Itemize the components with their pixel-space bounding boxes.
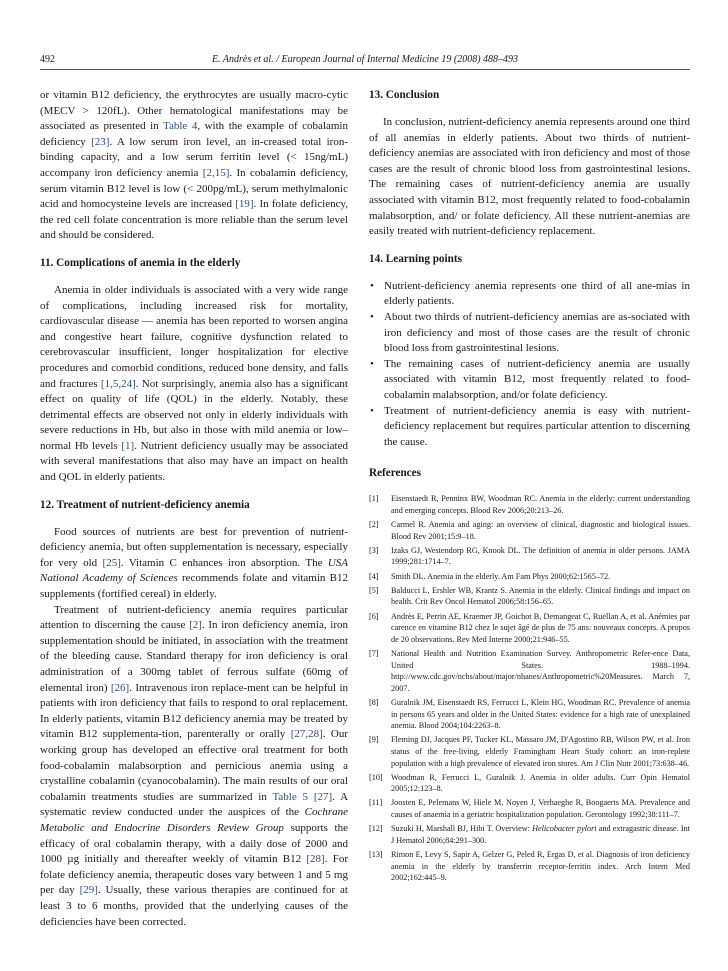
section-13-heading: 13. Conclusion bbox=[369, 89, 440, 101]
citation-link[interactable]: [27,28] bbox=[290, 728, 323, 741]
paragraph-lab-findings: or vitamin B12 deficiency, the erythrocytes are usually macro-cytic (MECV > 120fL). Other hematological manifestations may be associated as presented in Table 4, with the example of cobalamin deficiency [23]. A low serum iron level, an in-creased total iron-binding capacity, and a low serum ferritin level (< 15ng/mL) accompany iron deficiency anemia [2,15]. In cobalamin deficiency, serum vitamin B12 level is low (< 200pg/mL), serum methylmalonic acid and homocysteine levels are increased [19]. In folate deficiency, the red cell folate concentration is more reliable than the serum level and should be considered. bbox=[40, 89, 348, 242]
bullet-icon: • bbox=[370, 357, 374, 370]
reference-item: [8] Guralnik JM, Eisenstaedt RS, Ferrucci L, Klein HG, Woodman RC. Prevalence of anemia in persons 65 years and older in the United States: evidence for a high rate of unexplained anemia. Blood 2004;104:2263–8. bbox=[369, 697, 690, 731]
list-item: • Nutrient-deficiency anemia represents one third of all ane-mias in elderly patients. bbox=[370, 279, 690, 308]
citation-link[interactable]: [26] bbox=[110, 681, 130, 694]
reference-item: [6] Andrès E, Perrin AE, Kraemer JP, Goichot B, Demangeat C, Ruellan A, et al. Anémies par carence en vitamine B12 chez le sujet âgé de plus de 75 ans: nouveaux concepts. A propos de 20 observations. Rev Med Interne 2000;21:946–55. bbox=[369, 611, 690, 644]
citation-link[interactable]: [2,15] bbox=[202, 166, 230, 179]
citation-link[interactable]: [25] bbox=[102, 556, 121, 569]
paragraph-prevention: Food sources of nutrients are best for prevention of nutrient-deficiency anemia, but often supplementation is necessary, especially for very old [25]. Vitamin C enhances iron absorption. The USA National Academy of Sciences recommends folate and vitamin B12 supplements (fortified cereal) in elderly. bbox=[40, 525, 348, 601]
reference-item: [7] National Health and Nutrition Examination Survey. Anthropometric Refer-ence Data, United States. 1988–1994. http://www.cdc.gov/nchs/about/major/nhanes/Anthropometric%20Measures. March 7, 2007. bbox=[369, 648, 690, 693]
list-item: • The remaining cases of nutrient-deficiency anemia are usually associated with vitamin B12, most frequently related to food-cobalamin malabsorption, and/or folate deficiency. bbox=[370, 357, 690, 401]
section-12-heading: 12. Treatment of nutrient-deficiency anemia bbox=[40, 498, 250, 511]
reference-item: [12] Suzuki H, Marshall BJ, Hibi T. Overview: Helicobacter pylori and extragastric disease. Int J Hematol 2006;84:291–300. bbox=[369, 824, 691, 845]
reference-item: [11] Joosten E, Pelemans W, Hiele M, Noyen J, Verhaeghe R, Boogaerts MA. Prevalence and causes of anaemia in a geriatric hospitalization population. Gerontology 1992;38:111–7. bbox=[369, 798, 690, 820]
reference-item: [10] Woodman R, Ferrucci L, Guralnik J. Anemia in older adults. Curr Opin Hematol 2005;12:123–8. bbox=[369, 772, 690, 794]
section-14-heading: 14. Learning points bbox=[369, 252, 462, 265]
citation-link[interactable]: [1,5,24] bbox=[100, 377, 136, 390]
section-11-heading: 11. Complications of anemia in the elderly bbox=[40, 256, 241, 269]
reference-item: [1] Eisenstaedt R, Penninx BW, Woodman RC. Anemia in the elderly: current understanding and emerging concepts. Blood Rev 2006;20:213–26. bbox=[369, 494, 690, 515]
bullet-icon: • bbox=[370, 310, 374, 323]
citation-link[interactable]: [2] bbox=[189, 619, 202, 632]
citation-link[interactable]: [1] bbox=[121, 439, 135, 452]
list-item: • Treatment of nutrient-deficiency anemia is easy with nutrient-deficiency replacement but requires particular attention to discerning the cause. bbox=[370, 404, 690, 448]
table-link[interactable]: Table 4 bbox=[163, 120, 198, 133]
running-header bbox=[40, 54, 690, 68]
references-list bbox=[369, 493, 690, 884]
bullet-icon: • bbox=[370, 404, 374, 417]
references-heading: References bbox=[369, 467, 421, 480]
reference-item: [5] Balducci L, Ershler WB, Krantz S. Anemia in the elderly. Clinical findings and impact on health. Crit Rev Oncol Hematol 2006;58:156–65. bbox=[369, 585, 690, 607]
reference-item: [3] Izaks GJ, Westendorp RG, Knook DL. The definition of anemia in older persons. JAMA 1999;281:1714–7. bbox=[369, 545, 690, 567]
reference-item: [13] Rimon E, Levy S, Sapir A, Gelzer G, Peled R, Ergas D, et al. Diagnosis of iron deficiency anemia in the elderly by transferrin receptor-ferritin index. Arch Intern Med 2002;162:445–9. bbox=[369, 850, 690, 883]
citation-link[interactable]: [23] bbox=[91, 135, 110, 148]
page-number: 492 bbox=[40, 54, 55, 65]
reference-item: [4] Smith DL. Anemia in the elderly. Am Fam Phys 2000;62:1565–72. bbox=[369, 571, 611, 581]
header-rule bbox=[40, 69, 690, 70]
table-link[interactable]: Table 5 bbox=[272, 790, 309, 803]
citation-link[interactable]: [19] bbox=[235, 198, 254, 211]
citation-link[interactable]: [27] bbox=[313, 790, 333, 803]
bullet-icon: • bbox=[370, 279, 374, 292]
reference-item: [9] Fleming DJ, Jacques PF, Tucker KL, Massaro JM, D'Agostino RB, Wilson PW, et al. Iron status of the free-living, elderly Framingham Heart Study cohort: an iron-replete population with a high prevalence of elevated iron stores. Am J Clin Nutr 2001;73:638–46. bbox=[369, 735, 690, 768]
reference-item: [2] Carmel R. Anemia and aging: an overview of clinical, diagnostic and biological issues. Blood Rev 2001;15:9–18. bbox=[369, 520, 690, 541]
citation-link[interactable]: [28] bbox=[306, 853, 325, 866]
learning-points-list bbox=[369, 279, 690, 451]
left-column bbox=[40, 88, 348, 930]
paragraph-conclusion: In conclusion, nutrient-deficiency anemia represents around one third of all anemias in elderly patients. About two thirds of nutrient-deficiency anemias are associated with iron deficiency and most of those cases are the result of chronic blood loss from gastrointestinal lesions. The remaining cases of nutrient-deficiency anemia are usually associated with vitamin B12, most frequently related to food-cobalamin malabsorption, and/ or folate deficiency. All these nutrient-anemias are easily treated with nutrient-deficiency replacement. bbox=[369, 116, 690, 238]
list-item: • About two thirds of nutrient-deficiency anemias are as-sociated with iron deficiency and most of those cases are the result of chronic blood loss from gastrointestinal lesions. bbox=[370, 310, 690, 355]
paragraph-treatment: Treatment of nutrient-deficiency anemia requires particular attention to discerning the cause [2]. In iron deficiency anemia, iron supplementation should be initiated, in association with the treatment of the bleeding cause. Standard therapy for iron deficiency is oral administration of a 300mg tablet of ferrous sulfate (60mg of elemental iron) [26]. Intravenous iron replace-ment can be helpful in patients with iron deficiency that fails to respond to oral replacement. In elderly patients, vitamin B12 deficiency anemia may be treated by vitamin B12 supplementa-tion, parenterally or orally [27,28]. Our working group has developed an effective oral treatment for both food-cobalamin malabsorption and pernicious anemia using a crystalline cobalamin (cyanocobalamin). The main results of our oral cobalamin treatments studies are summarized in Table 5 [27]. A systematic review conducted under the auspices of the Cochrane Metabolic and Endocrine Disorders Review Group supports the efficacy of oral cobalamin therapy, with a daily dose of 2000 and 1000 µg initially and thereafter weekly of vitamin B12 [28]. For folate deficiency anemia, therapeutic doses vary between 1 and 5 mg per day [29]. Usually, these various therapies are continued for at least 3 to 6 months, provided that the underlying causes of the deficiencies have been corrected. bbox=[40, 603, 349, 928]
citation-link[interactable]: [29] bbox=[79, 884, 98, 897]
paragraph-complications: Anemia in older individuals is associated with a very wide range of complications, including increased risk for mortality, cardiovascular disease — anemia has been reported to worsen angina and congestive heart failure, cognitive dysfunction related to cerebrovascular insufficient, longer hospitalization for elective procedures and comorbid conditions, reduced bone density, and falls and fractures [1,5,24]. Not surprisingly, anemia also has a significant effect on quality of life (QOL) in the elderly. Notably, these detrimental effects are observed not only in elderly individuals with severe reductions in Hb, but also in those with mild anemia or low–normal Hb levels [1]. Nutrient deficiency usually may be associated with several manifestations that also may have an impact on health and QOL in elderly patients. bbox=[40, 283, 348, 484]
right-column bbox=[369, 88, 690, 886]
running-title: E. Andrès et al. / European Journal of Internal Medicine 19 (2008) 488–493 bbox=[211, 54, 519, 65]
